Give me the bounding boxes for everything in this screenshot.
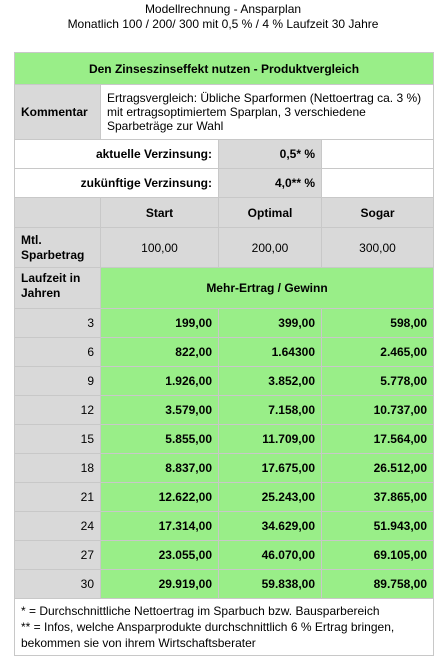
header-empty-cell — [15, 198, 101, 228]
savings-value-optimal: 200,00 — [219, 228, 322, 268]
value-sogar: 5.778,00 — [322, 367, 434, 396]
years-cell: 9 — [15, 367, 101, 396]
table-row — [15, 309, 434, 338]
table-row — [15, 338, 434, 367]
value-start: 3.579,00 — [101, 396, 219, 425]
value-optimal: 7.158,00 — [219, 396, 322, 425]
table-row — [15, 454, 434, 483]
years-cell: 30 — [15, 570, 101, 599]
value-start: 23.055,00 — [101, 541, 219, 570]
value-sogar: 26.512,00 — [322, 454, 434, 483]
value-sogar: 598,00 — [322, 309, 434, 338]
footnote-future-rate: ** = Infos, welche Ansparprodukte durchschnittlich 6 % Ertrag bringen, bekommen sie von ihrem Wirtschaftsberater — [21, 620, 395, 650]
years-cell: 12 — [15, 396, 101, 425]
footnote-current-rate: * = Durchschnittliche Nettoertrag im Sparbuch bzw. Bausparbereich — [21, 604, 380, 618]
table-row — [15, 541, 434, 570]
value-sogar: 89.758,00 — [322, 570, 434, 599]
table-row — [15, 396, 434, 425]
value-start: 12.622,00 — [101, 483, 219, 512]
value-sogar: 37.865,00 — [322, 483, 434, 512]
comment-text: Ertragsvergleich: Übliche Sparformen (Nettoertrag ca. 3 %) mit ertragsoptimiertem Sparplan, 3 verschiedene Sparbeträge zur Wahl — [101, 85, 434, 140]
column-header-sogar: Sogar — [322, 198, 434, 228]
savings-value-start: 100,00 — [101, 228, 219, 268]
value-sogar: 10.737,00 — [322, 396, 434, 425]
table-row — [15, 367, 434, 396]
future-rate-value: 4,0** % — [219, 169, 322, 198]
value-sogar: 2.465,00 — [322, 338, 434, 367]
page-header — [0, 0, 446, 32]
value-start: 8.837,00 — [101, 454, 219, 483]
value-start: 822,00 — [101, 338, 219, 367]
column-header-start: Start — [101, 198, 219, 228]
comment-label: Kommentar — [15, 85, 101, 140]
value-start: 29.919,00 — [101, 570, 219, 599]
value-sogar: 51.943,00 — [322, 512, 434, 541]
value-optimal: 46.070,00 — [219, 541, 322, 570]
value-optimal: 3.852,00 — [219, 367, 322, 396]
value-optimal: 59.838,00 — [219, 570, 322, 599]
gain-header: Mehr-Ertrag / Gewinn — [101, 268, 434, 309]
value-optimal: 399,00 — [219, 309, 322, 338]
value-optimal: 11.709,00 — [219, 425, 322, 454]
footnotes — [15, 599, 434, 656]
years-cell: 15 — [15, 425, 101, 454]
savings-value-sogar: 300,00 — [322, 228, 434, 268]
table-row — [15, 570, 434, 599]
table-row — [15, 425, 434, 454]
column-header-optimal: Optimal — [219, 198, 322, 228]
table-row — [15, 512, 434, 541]
value-optimal: 34.629,00 — [219, 512, 322, 541]
value-start: 199,00 — [101, 309, 219, 338]
years-cell: 6 — [15, 338, 101, 367]
future-rate-label: zukünftige Verzinsung: — [15, 169, 219, 198]
years-cell: 18 — [15, 454, 101, 483]
savings-label: Mtl. Sparbetrag — [15, 228, 101, 268]
current-rate-value: 0,5* % — [219, 140, 322, 169]
value-optimal: 25.243,00 — [219, 483, 322, 512]
table-heading: Den Zinseszinseffekt nutzen - Produktvergleich — [15, 53, 434, 85]
table-row — [15, 483, 434, 512]
years-cell: 27 — [15, 541, 101, 570]
years-cell: 24 — [15, 512, 101, 541]
years-label: Laufzeit in Jahren — [15, 268, 101, 309]
value-sogar: 69.105,00 — [322, 541, 434, 570]
value-start: 1.926,00 — [101, 367, 219, 396]
page-subtitle: Monatlich 100 / 200/ 300 mit 0,5 % / 4 % Laufzeit 30 Jahre — [67, 17, 379, 31]
years-cell: 21 — [15, 483, 101, 512]
current-rate-label: aktuelle Verzinsung: — [15, 140, 219, 169]
value-optimal: 17.675,00 — [219, 454, 322, 483]
data-rows — [15, 309, 434, 599]
years-cell: 3 — [15, 309, 101, 338]
empty-cell — [322, 169, 434, 198]
value-optimal: 1.64300 — [219, 338, 322, 367]
value-start: 5.855,00 — [101, 425, 219, 454]
empty-cell — [322, 140, 434, 169]
page-title: Modellrechnung - Ansparplan — [144, 2, 302, 16]
value-sogar: 17.564,00 — [322, 425, 434, 454]
value-start: 17.314,00 — [101, 512, 219, 541]
savings-comparison-table — [14, 52, 434, 656]
